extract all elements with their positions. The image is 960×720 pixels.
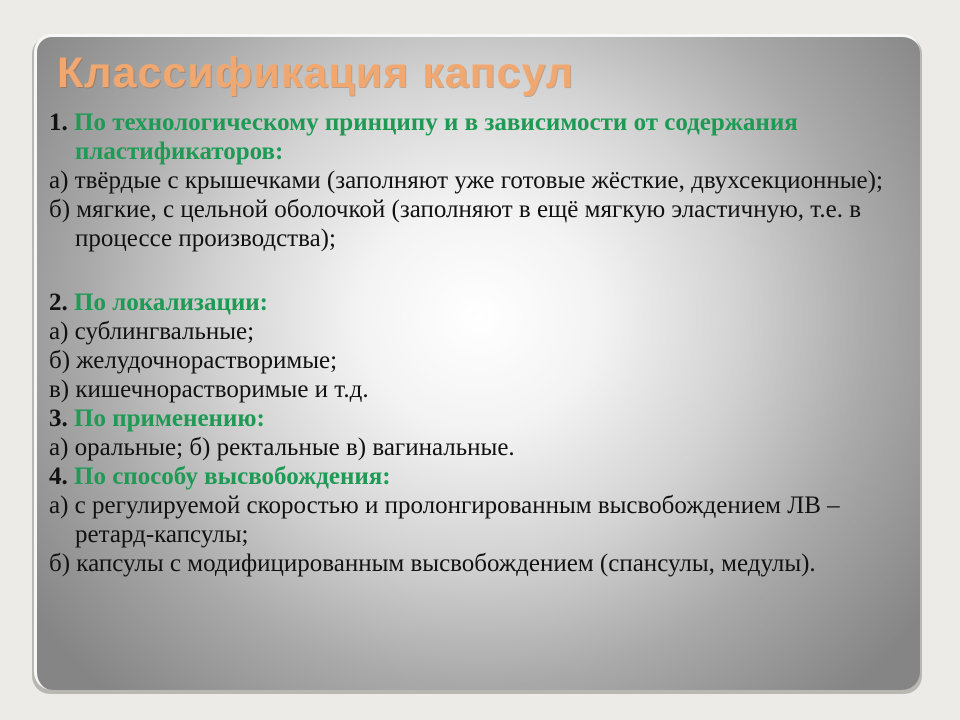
section-label: По локализации:	[74, 289, 268, 316]
slide	[34, 34, 920, 690]
section-number: 4.	[49, 463, 68, 490]
list-item: б) мягкие, с цельной оболочкой (заполняют в ещё мягкую эластичную, т.е. в процессе производства);	[49, 196, 861, 252]
section-label: По способу высвобождения:	[74, 463, 391, 490]
slide-title: Классификация капсул	[57, 49, 575, 97]
section-3-heading	[49, 404, 911, 433]
list-item: а) твёрдые с крышечками (заполняют уже готовые жёсткие, двухсекционные);	[49, 167, 883, 194]
section-label: По применению:	[74, 405, 265, 432]
list-item: б) капсулы с модифицированным высвобождением (спансулы, медулы).	[49, 550, 816, 577]
section-label: По технологическому принципу и в зависимости от содержания пластификаторов:	[74, 109, 798, 165]
section-number: 2.	[49, 289, 68, 316]
list-item: а) с регулируемой скоростью и пролонгированным высвобождением ЛВ – ретард-капсулы;	[49, 492, 840, 548]
list-item: в) кишечнорастворимые и т.д.	[49, 376, 369, 403]
section-number: 1.	[49, 109, 68, 136]
section-number: 3.	[49, 405, 68, 432]
list-item: а) оральные; б) ректальные в) вагинальные.	[49, 434, 515, 461]
slide-content	[49, 108, 911, 578]
spacer	[49, 253, 911, 288]
section-4-heading	[49, 462, 911, 491]
section-1-heading	[49, 108, 911, 166]
section-2-heading	[49, 288, 911, 317]
list-item: а) сублингвальные;	[49, 318, 255, 345]
list-item: б) желудочнорастворимые;	[49, 347, 338, 374]
